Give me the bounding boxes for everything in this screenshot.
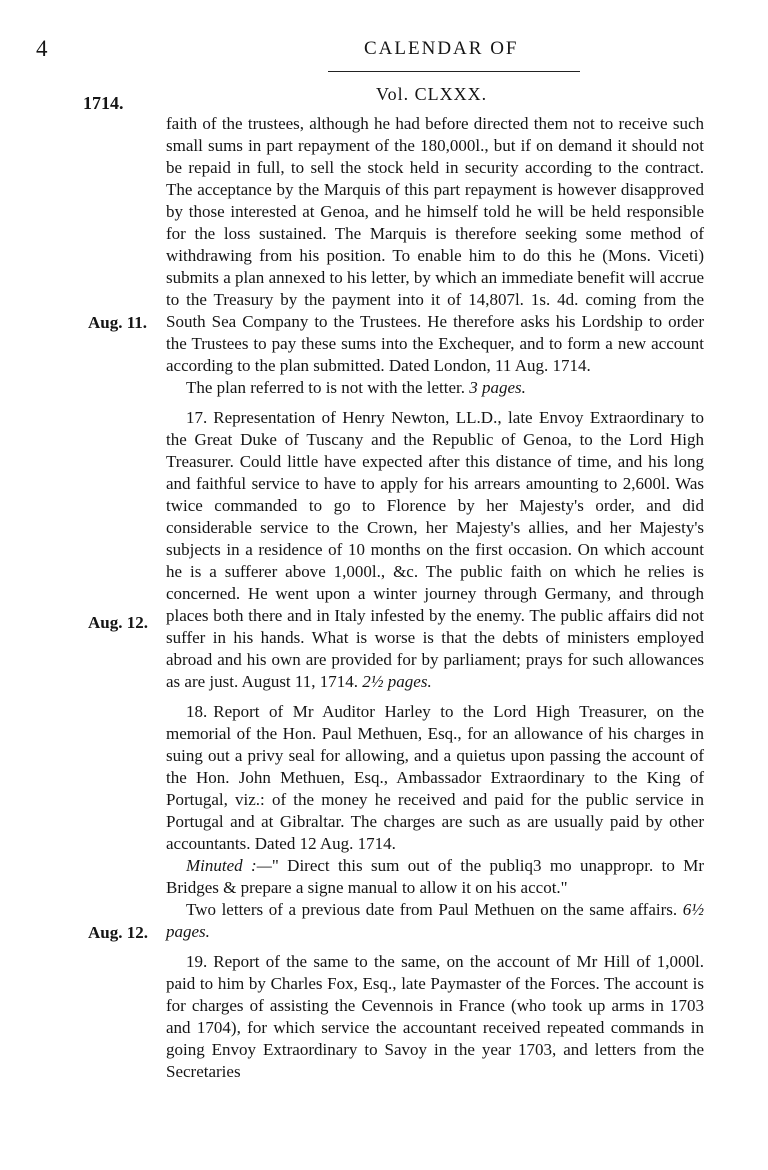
entry-number: 19. — [186, 952, 208, 971]
entry-19 — [166, 951, 704, 1083]
volume-heading: Vol. CLXXX. — [376, 84, 488, 104]
entry-text: Report of the same to the same, on the account of Mr Hill of 1,000l. paid to him by Charles Fox, Esq., late Paymaster of the Forces. The account is for charges of assisting the Cevennois in France (who took up arms in 1703 and 1704), for which service the accountant received repeated commands in going Envoy Extraordinary to Savoy in the year 1703, and letters from the Secretaries — [166, 952, 704, 1081]
entry-17-date: Aug. 11. — [88, 313, 148, 332]
entry-18-minute — [166, 855, 704, 899]
entry-18-date: Aug. 12. — [88, 613, 148, 632]
minuted-text: " Direct this sum out of the publiq3 mo unappropr. to Mr Bridges & prepare a signe manual to allow it on his accot." — [166, 856, 704, 897]
page-count: 2½ pages. — [362, 672, 432, 691]
enclosure-note: Two letters of a previous date from Paul Methuen on the same affairs. — [186, 900, 678, 919]
year-marker: 1714. — [83, 93, 124, 113]
page-number: 4 — [36, 36, 48, 61]
minuted-label: Minuted :— — [186, 856, 272, 875]
entry-text: Representation of Henry Newton, LL.D., late Envoy Extraordinary to the Great Duke of Tuscany and the Republic of Genoa, to the Lord High Treasurer. Could little have expected after this distance of time, and his long and faithful service to have to apply for his arrears amounting to 2,600l. Was twice commanded to go to Florence by her Majesty's order, and did considerable service to the Crown, her Majesty's allies, and her Majesty's subjects in a residence of 10 months on the first occasion. On which account he is a sufferer above 1,000l., &c. The public faith on which he relies is concerned. He went upon a winter journey through Germany, and through places both there and in Italy infested by the enemy. The public affairs did not suffer in his hands. What is worse is that the debts of ministers employed abroad and his own are provided for by parliament; prays for such allowances as are just. August 11, 1714. — [166, 408, 704, 691]
header-rule — [328, 71, 580, 72]
running-title: CALENDAR OF — [364, 38, 519, 59]
entry-19-date: Aug. 12. — [88, 923, 148, 942]
entry-continuation-note — [166, 377, 704, 399]
entry-18-note — [166, 899, 704, 943]
entry-continuation-text: faith of the trustees, although he had before directed them not to receive such small sums in part repayment of the 180,000l., but if on demand it should not be repaid in full, to sell the stock held in security according to the contract. The acceptance by the Marquis of this part repayment is however disapproved by those interested at Genoa, and he himself told he will be held responsible for the loss sustained. The Marquis is therefore seeking some method of withdrawing from his position. To enable him to do this he (Mons. Viceti) submits a plan annexed to his letter, by which an immediate benefit will accrue to the Treasury by the payment into it of 14,807l. 1s. 4d. coming from the South Sea Company to the Trustees. He therefore asks his Lordship to order the Trustees to pay these sums into the Exchequer, and to form a new account according to the plan submitted. Dated London, 11 Aug. 1714. — [166, 114, 704, 375]
entry-18 — [166, 701, 704, 855]
entry-17 — [166, 407, 704, 693]
entry-number: 17. — [186, 408, 208, 427]
page-count: 6½ pages. — [166, 900, 704, 941]
plan-note: The plan referred to is not with the letter. — [186, 378, 465, 397]
entry-text: Report of Mr Auditor Harley to the Lord High Treasurer, on the memorial of the Hon. Paul Methuen, Esq., for an allowance of his charges in suing out a privy seal for allowing, and a quietus upon passing the account of the Hon. John Methuen, Esq., Ambassador Extraordinary to the King of Portugal, viz.: of the money he received and paid for the public service in Portugal and at Gibraltar. The charges are such as are usually paid by other accountants. Dated 12 Aug. 1714. — [166, 702, 704, 853]
page-count: 3 pages. — [469, 378, 526, 397]
entry-number: 18. — [186, 702, 208, 721]
calendar-body — [166, 113, 704, 1083]
